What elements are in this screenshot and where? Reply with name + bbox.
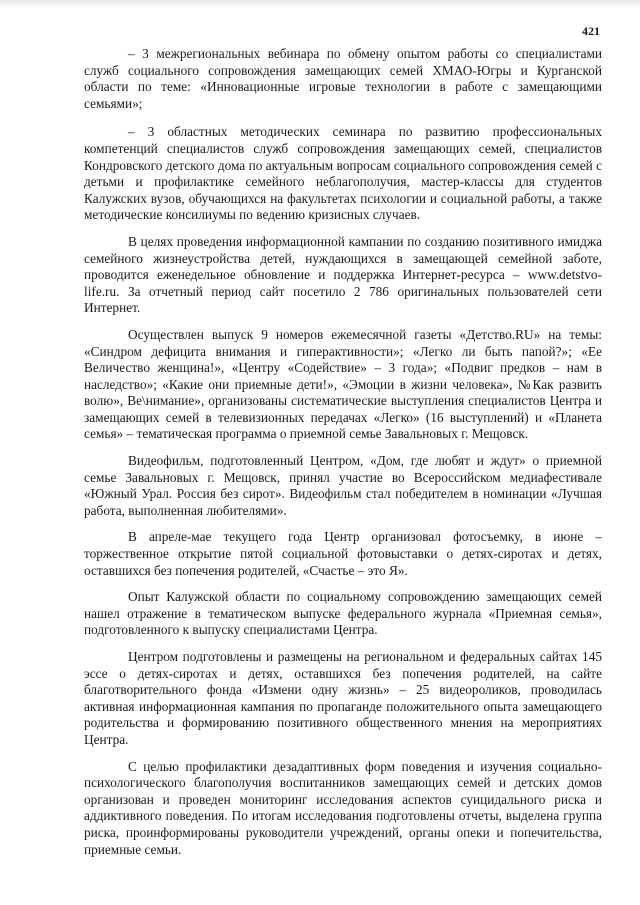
paragraph-webinars: – 3 межрегиональных вебинара по обмену опытом работы со специалистами служб социального сопровождения замещающих семей ХМАО-Югры и Курганской области по теме: «Инновационные игровые технологии в работе с замещающими семьями»;: [84, 46, 602, 111]
paragraph-photo-exhibition: В апреле-мае текущего года Центр организовал фотосъемку, в июне – торжественное открытие пятой социальной фотовыставки о детях-сиротах и детях, оставшихся без попечения родителей, «Счастье – это Я».: [84, 529, 602, 578]
paragraph-journal: Опыт Калужской области по социальному сопровождению замещающих семей нашел отражение в тематическом выпуске федерального журнала «Приемная семья», подготовленного к выпуску специалистами Центра.: [84, 589, 602, 638]
paragraph-videofilm: Видеофильм, подготовленный Центром, «Дом, где любят и ждут» о приемной семье Завальновых г. Мещовск, принял участие во Всероссийском медиафестивале «Южный Урал. Россия без сирот». Видеофильм стал победителем в номинации «Лучшая работа, выполненная любителями».: [84, 453, 602, 518]
page-number: 421: [582, 24, 600, 38]
paragraph-essays: Центром подготовлены и размещены на региональном и федеральных сайтах 145 эссе о детях-сиротах и детях, оставшихся без попечения родителей, на сайте благотворительного фонда «Измени одну жизнь» – 25 видеороликов, проводилась активная информационная кампания по пропаганде положительного опыта замещающего родительства и формированию позитивного общественного мнения на мероприятиях Центра.: [84, 649, 602, 747]
scan-edge: [0, 0, 640, 8]
paragraph-monitoring: С целью профилактики дезадаптивных форм поведения и изучения социально-психологического благополучия воспитанников замещающих семей и детских домов организован и проведен мониторинг исследования аспектов суицидального риска и аддиктивного поведения. По итогам исследования подготовлены отчеты, выделена группа риска, проинформированы руководители учреждений, органы опеки и попечительства, приемные семьи.: [84, 758, 602, 857]
document-body: [84, 46, 602, 868]
paragraph-seminars: – 3 областных методических семинара по развитию профессиональных компетенций специалистов служб сопровождения замещающих семей, специалистов Кондровского детского дома по актуальным вопросам социального сопровождения семей с детьми и профилактике семейного неблагополучия, мастер-классы для студентов Калужских вузов, обучающихся на факультетах психологии и социальной работы, а также методические консилиумы по ведению кризисных случаев.: [84, 124, 602, 223]
paragraph-website: В целях проведения информационной кампании по созданию позитивного имиджа семейного жизнеустройства детей, нуждающихся в замещающей семейной заботе, проводится еженедельное обновление и поддержка Интернет-ресурса – www.detstvo-life.ru. За отчетный период сайт посетило 2 786 оригинальных пользователей сети Интернет.: [84, 233, 602, 316]
paragraph-newspaper: Осуществлен выпуск 9 номеров ежемесячной газеты «Детство.RU» на темы: «Синдром дефицита внимания и гиперактивности»; «Легко ли быть папой?»; «Ее Величество женщина!», «Центру «Содействие» – 3 года»; «Подвиг предков – нам в наследство»; «Какие они приемные дети!», «Эмоции в жизни человека», №Как развить волю», Ве\нимание», организованы систематические выступления специалистов Центра и замещающих семей в телевизионных передачах «Легко» (16 выступлений) и «Планета семья» – тематическая программа о приемной семье Завальновых г. Мещовск.: [84, 326, 602, 442]
